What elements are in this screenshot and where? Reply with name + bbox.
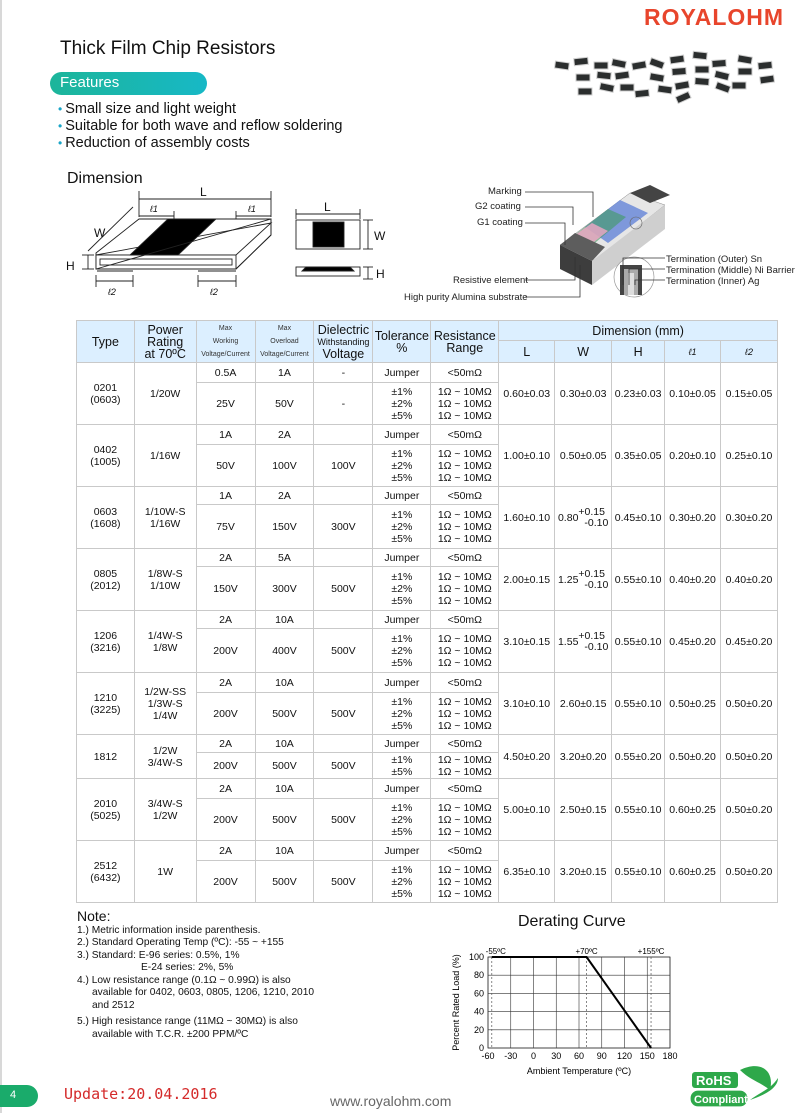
- cell-working-voltage: 75V: [196, 505, 255, 549]
- cell-jumper-overload: 10A: [255, 841, 314, 861]
- table-row: [77, 673, 778, 693]
- cell-jumper-range: <50mΩ: [431, 487, 499, 505]
- page-number: 4: [0, 1085, 38, 1107]
- cell-working-voltage: 200V: [196, 629, 255, 673]
- cell-dim-l1: 0.45±0.20: [665, 611, 721, 673]
- cell-dielectric-voltage: 500V: [314, 799, 373, 841]
- cell-power-rating: 1/16W: [134, 425, 196, 487]
- cell-overload-voltage: 50V: [255, 383, 314, 425]
- derating-chart: [445, 940, 685, 1080]
- cell-jumper-dielectric: [314, 425, 373, 445]
- header-max-working-voltage: Max Working Voltage/Current: [196, 321, 255, 363]
- note-item: available for 0402, 0603, 0805, 1206, 1210, 2010: [92, 987, 315, 998]
- svg-text:0: 0: [530, 1051, 537, 1061]
- cell-dim-W: 0.30±0.03: [555, 363, 612, 425]
- svg-text:150: 150: [639, 1051, 655, 1061]
- cell-dielectric-voltage: 500V: [314, 567, 373, 611]
- cell-overload-voltage: 500V: [255, 753, 314, 779]
- cell-resistance-range: 1Ω ~ 10MΩ 1Ω ~ 10MΩ 1Ω ~ 10MΩ: [431, 629, 499, 673]
- cell-jumper-overload: 10A: [255, 779, 314, 799]
- cell-power-rating: 1/10W-S 1/16W: [134, 487, 196, 549]
- page-title: Thick Film Chip Resistors: [60, 38, 276, 59]
- cell-jumper-range: <50mΩ: [431, 779, 499, 799]
- cell-dim-L: 3.10±0.10: [499, 673, 555, 735]
- cell-jumper-overload: 2A: [255, 425, 314, 445]
- cell-type: 1210 (3225): [77, 673, 135, 735]
- cell-dim-l1: 0.10±0.05: [665, 363, 721, 425]
- cell-dim-W: 0.50±0.05: [555, 425, 612, 487]
- cell-dim-L: 4.50±0.20: [499, 735, 555, 779]
- cell-jumper-dielectric: -: [314, 363, 373, 383]
- cell-jumper-tolerance: Jumper: [373, 363, 431, 383]
- cell-dim-l1: 0.60±0.25: [665, 841, 721, 903]
- dimension-drawing: [66, 185, 398, 300]
- cell-power-rating: 1/8W-S 1/10W: [134, 549, 196, 611]
- cell-jumper-working: 0.5A: [196, 363, 255, 383]
- svg-text:ℓ1: ℓ1: [248, 204, 256, 214]
- cell-tolerance: ±1% ±2% ±5%: [373, 505, 431, 549]
- table-row: [77, 841, 778, 861]
- cell-jumper-working: 2A: [196, 611, 255, 629]
- cell-overload-voltage: 300V: [255, 567, 314, 611]
- svg-text:40: 40: [473, 1006, 484, 1017]
- header-dim-l1: ℓ1: [665, 341, 721, 363]
- cell-type: 0603 (1608): [77, 487, 135, 549]
- header-tolerance: Tolerance %: [373, 321, 431, 363]
- svg-text:H: H: [376, 267, 385, 281]
- cell-resistance-range: 1Ω ~ 10MΩ 1Ω ~ 10MΩ 1Ω ~ 10MΩ: [431, 383, 499, 425]
- feature-text: Suitable for both wave and reflow soldering: [65, 118, 343, 134]
- cell-jumper-working: 2A: [196, 673, 255, 693]
- cell-type: 0402 (1005): [77, 425, 135, 487]
- cell-jumper-tolerance: Jumper: [373, 735, 431, 753]
- cell-tolerance: ±1% ±2% ±5%: [373, 383, 431, 425]
- cell-dim-l2: 0.15±0.05: [721, 363, 778, 425]
- cell-type: 2512 (6432): [77, 841, 135, 903]
- notes-section: [77, 910, 314, 1041]
- page-edge: [0, 0, 2, 1113]
- cell-resistance-range: 1Ω ~ 10MΩ 1Ω ~ 10MΩ 1Ω ~ 10MΩ: [431, 693, 499, 735]
- svg-text:+155ºC: +155ºC: [637, 947, 665, 956]
- svg-text:120: 120: [616, 1051, 633, 1061]
- note-item: 5.) High resistance range (11MΩ ~ 30MΩ) is also: [77, 1016, 298, 1027]
- cell-jumper-range: <50mΩ: [431, 841, 499, 861]
- cell-dielectric-voltage: 100V: [314, 445, 373, 487]
- cell-jumper-range: <50mΩ: [431, 425, 499, 445]
- svg-text:0: 0: [478, 1043, 484, 1053]
- cell-overload-voltage: 150V: [255, 505, 314, 549]
- cell-jumper-range: <50mΩ: [431, 735, 499, 753]
- cell-dim-L: 0.60±0.03: [499, 363, 555, 425]
- cell-jumper-tolerance: Jumper: [373, 425, 431, 445]
- cell-jumper-working: 2A: [196, 779, 255, 799]
- cell-tolerance: ±1% ±2% ±5%: [373, 629, 431, 673]
- features-heading: Features: [50, 72, 207, 95]
- header-type: Type: [77, 321, 135, 363]
- feature-text: Small size and light weight: [65, 101, 237, 117]
- dim-label-L: L: [200, 185, 207, 199]
- svg-text:W: W: [374, 229, 386, 243]
- cell-jumper-working: 2A: [196, 735, 255, 753]
- cell-power-rating: 1/20W: [134, 363, 196, 425]
- svg-text:30: 30: [551, 1051, 562, 1061]
- callout-alumina-substrate: High purity Alumina substrate: [404, 292, 528, 303]
- svg-text:180: 180: [662, 1051, 678, 1061]
- cell-dim-H: 0.55±0.10: [612, 841, 665, 903]
- notes-title: Note:: [77, 908, 111, 924]
- callout-termination-middle: Termination (Middle) Ni Barrier: [666, 265, 795, 276]
- header-max-overload-voltage: Max Overload Voltage/Current: [255, 321, 314, 363]
- cell-tolerance: ±1% ±2% ±5%: [373, 567, 431, 611]
- rohs-badge: [690, 1060, 780, 1115]
- header-dim-W: W: [555, 341, 612, 363]
- cell-type: 1206 (3216): [77, 611, 135, 673]
- cell-type: 0805 (2012): [77, 549, 135, 611]
- cell-dim-l1: 0.30±0.20: [665, 487, 721, 549]
- svg-text:100: 100: [468, 952, 484, 962]
- cell-dim-W: 1.55 +0.15 -0.10: [555, 611, 612, 673]
- cell-dim-W: 1.25 +0.15 -0.10: [555, 549, 612, 611]
- cell-working-voltage: 50V: [196, 445, 255, 487]
- cell-dim-L: 2.00±0.15: [499, 549, 555, 611]
- callout-marking: Marking: [488, 186, 522, 197]
- cell-dim-L: 3.10±0.15: [499, 611, 555, 673]
- cell-resistance-range: 1Ω ~ 10MΩ 1Ω ~ 10MΩ: [431, 753, 499, 779]
- cell-dim-W: 0.80 +0.15 -0.10: [555, 487, 612, 549]
- cell-dim-H: 0.55±0.20: [612, 735, 665, 779]
- svg-text:ℓ1: ℓ1: [150, 204, 158, 214]
- cell-dim-W: 2.60±0.15: [555, 673, 612, 735]
- cell-jumper-overload: 10A: [255, 673, 314, 693]
- header-dimension: Dimension (mm): [499, 321, 778, 341]
- specification-table: [76, 320, 778, 903]
- cell-overload-voltage: 100V: [255, 445, 314, 487]
- svg-text:L: L: [324, 200, 331, 214]
- cell-power-rating: 1/4W-S 1/8W: [134, 611, 196, 673]
- cell-jumper-working: 1A: [196, 487, 255, 505]
- svg-text:Percent Rated Load (%): Percent Rated Load (%): [451, 954, 461, 1051]
- resistor-chips-image: [550, 50, 795, 105]
- cell-dim-H: 0.55±0.10: [612, 549, 665, 611]
- table-row: [77, 363, 778, 383]
- feature-item: [58, 101, 342, 118]
- cell-dim-l1: 0.50±0.25: [665, 673, 721, 735]
- cell-overload-voltage: 400V: [255, 629, 314, 673]
- cell-type: 0201 (0603): [77, 363, 135, 425]
- note-item: 3.) Standard: E-96 series: 0.5%, 1%: [77, 949, 240, 961]
- callout-termination-outer: Termination (Outer) Sn: [666, 254, 763, 265]
- table-row: [77, 735, 778, 753]
- feature-text: Reduction of assembly costs: [65, 135, 250, 151]
- cell-dim-l2: 0.50±0.20: [721, 841, 778, 903]
- cell-power-rating: 1W: [134, 841, 196, 903]
- cell-overload-voltage: 500V: [255, 861, 314, 903]
- cell-jumper-tolerance: Jumper: [373, 611, 431, 629]
- cell-tolerance: ±1% ±2% ±5%: [373, 445, 431, 487]
- cell-tolerance: ±1% ±2% ±5%: [373, 861, 431, 903]
- svg-text:60: 60: [473, 988, 484, 999]
- note-item: 4.) Low resistance range (0.1Ω ~ 0.99Ω) is also: [77, 974, 291, 986]
- cell-jumper-tolerance: Jumper: [373, 779, 431, 799]
- features-list: [58, 101, 342, 152]
- cell-dim-L: 5.00±0.10: [499, 779, 555, 841]
- cell-working-voltage: 200V: [196, 753, 255, 779]
- cell-jumper-working: 1A: [196, 425, 255, 445]
- cell-working-voltage: 200V: [196, 693, 255, 735]
- cell-jumper-dielectric: [314, 549, 373, 567]
- cell-resistance-range: 1Ω ~ 10MΩ 1Ω ~ 10MΩ 1Ω ~ 10MΩ: [431, 445, 499, 487]
- cell-jumper-range: <50mΩ: [431, 611, 499, 629]
- header-dim-H: H: [612, 341, 665, 363]
- cell-jumper-tolerance: Jumper: [373, 673, 431, 693]
- cell-jumper-tolerance: Jumper: [373, 487, 431, 505]
- cell-jumper-dielectric: [314, 673, 373, 693]
- callout-resistive-element: Resistive element: [453, 275, 528, 286]
- cell-dim-l2: 0.40±0.20: [721, 549, 778, 611]
- cell-jumper-overload: 10A: [255, 735, 314, 753]
- cell-working-voltage: 200V: [196, 861, 255, 903]
- cell-dim-l1: 0.60±0.25: [665, 779, 721, 841]
- cell-dim-L: 6.35±0.10: [499, 841, 555, 903]
- cell-dim-L: 1.00±0.10: [499, 425, 555, 487]
- brand-logo: ROYALOHM: [644, 4, 785, 30]
- cell-dielectric-voltage: 500V: [314, 753, 373, 779]
- cell-jumper-range: <50mΩ: [431, 363, 499, 383]
- cell-jumper-overload: 2A: [255, 487, 314, 505]
- cell-overload-voltage: 500V: [255, 799, 314, 841]
- svg-text:RoHS: RoHS: [696, 1073, 732, 1088]
- header-power-rating: Power Rating at 70ºC: [134, 321, 196, 363]
- cell-dim-l2: 0.45±0.20: [721, 611, 778, 673]
- svg-text:80: 80: [473, 970, 484, 981]
- svg-text:20: 20: [473, 1024, 484, 1035]
- header-dim-L: L: [499, 341, 555, 363]
- svg-text:Ambient Temperature (ºC): Ambient Temperature (ºC): [526, 1066, 632, 1076]
- svg-text:Compliant: Compliant: [694, 1094, 748, 1106]
- cell-overload-voltage: 500V: [255, 693, 314, 735]
- cell-dim-H: 0.45±0.10: [612, 487, 665, 549]
- table-row: [77, 549, 778, 567]
- cell-dim-W: 2.50±0.15: [555, 779, 612, 841]
- website-link[interactable]: www.royalohm.com: [330, 1093, 452, 1109]
- note-item: and 2512: [92, 999, 135, 1011]
- cell-dielectric-voltage: 500V: [314, 693, 373, 735]
- cell-dim-L: 1.60±0.10: [499, 487, 555, 549]
- cell-working-voltage: 150V: [196, 567, 255, 611]
- termination-callout-lines: [620, 255, 670, 290]
- svg-text:-55ºC: -55ºC: [485, 947, 506, 956]
- cell-power-rating: 1/2W 3/4W-S: [134, 735, 196, 779]
- cell-jumper-tolerance: Jumper: [373, 841, 431, 861]
- cell-dielectric-voltage: 300V: [314, 505, 373, 549]
- feature-item: [58, 135, 342, 152]
- cell-jumper-range: <50mΩ: [431, 549, 499, 567]
- cell-dim-l1: 0.40±0.20: [665, 549, 721, 611]
- cell-dim-H: 0.55±0.10: [612, 611, 665, 673]
- cell-jumper-working: 2A: [196, 841, 255, 861]
- svg-text:W: W: [94, 226, 106, 240]
- leaf-icon: [690, 1060, 780, 1110]
- cell-dielectric-voltage: 500V: [314, 861, 373, 903]
- cell-dim-l1: 0.50±0.20: [665, 735, 721, 779]
- update-date: Update:20.04.2016: [64, 1085, 218, 1103]
- note-item: E-24 series: 2%, 5%: [141, 962, 234, 973]
- svg-text:-60: -60: [481, 1051, 495, 1061]
- note-item: 2.) Standard Operating Temp (ºC): -55 ~ +155: [77, 937, 284, 948]
- cell-jumper-dielectric: [314, 841, 373, 861]
- cell-jumper-overload: 5A: [255, 549, 314, 567]
- table-row: [77, 487, 778, 505]
- note-item: 1.) Metric information inside parenthesis.: [77, 924, 261, 936]
- cell-dim-H: 0.23±0.03: [612, 363, 665, 425]
- cell-dim-l2: 0.50±0.20: [721, 779, 778, 841]
- cell-resistance-range: 1Ω ~ 10MΩ 1Ω ~ 10MΩ 1Ω ~ 10MΩ: [431, 505, 499, 549]
- cell-jumper-overload: 1A: [255, 363, 314, 383]
- cell-dim-H: 0.55±0.10: [612, 673, 665, 735]
- cell-dim-l2: 0.30±0.20: [721, 487, 778, 549]
- cell-dim-H: 0.55±0.10: [612, 779, 665, 841]
- cell-dielectric-voltage: 500V: [314, 629, 373, 673]
- cell-power-rating: 1/2W-SS 1/3W-S 1/4W: [134, 673, 196, 735]
- cell-tolerance: ±1% ±2% ±5%: [373, 799, 431, 841]
- cell-jumper-working: 2A: [196, 549, 255, 567]
- cell-dim-l2: 0.50±0.20: [721, 735, 778, 779]
- cell-power-rating: 3/4W-S 1/2W: [134, 779, 196, 841]
- cell-jumper-dielectric: [314, 611, 373, 629]
- cell-jumper-range: <50mΩ: [431, 673, 499, 693]
- cell-working-voltage: 25V: [196, 383, 255, 425]
- cell-resistance-range: 1Ω ~ 10MΩ 1Ω ~ 10MΩ 1Ω ~ 10MΩ: [431, 861, 499, 903]
- cell-type: 2010 (5025): [77, 779, 135, 841]
- dimension-heading: Dimension: [67, 170, 143, 187]
- callout-g1-coating: G1 coating: [477, 217, 523, 228]
- cell-dielectric-voltage: -: [314, 383, 373, 425]
- cell-jumper-dielectric: [314, 735, 373, 753]
- cell-dim-W: 3.20±0.15: [555, 841, 612, 903]
- cell-dim-l2: 0.25±0.10: [721, 425, 778, 487]
- feature-item: [58, 118, 342, 135]
- cell-jumper-tolerance: Jumper: [373, 549, 431, 567]
- cell-resistance-range: 1Ω ~ 10MΩ 1Ω ~ 10MΩ 1Ω ~ 10MΩ: [431, 799, 499, 841]
- svg-text:+70ºC: +70ºC: [575, 947, 598, 956]
- callout-termination-inner: Termination (Inner) Ag: [666, 276, 760, 287]
- svg-text:60: 60: [573, 1051, 585, 1061]
- cell-jumper-dielectric: [314, 487, 373, 505]
- svg-text:-30: -30: [504, 1051, 518, 1061]
- svg-text:90: 90: [596, 1051, 607, 1061]
- callout-g2-coating: G2 coating: [475, 201, 521, 212]
- cell-resistance-range: 1Ω ~ 10MΩ 1Ω ~ 10MΩ 1Ω ~ 10MΩ: [431, 567, 499, 611]
- chart-title: Derating Curve: [518, 913, 626, 930]
- header-resistance-range: Resistance Range: [431, 321, 499, 363]
- cell-working-voltage: 200V: [196, 799, 255, 841]
- header-dim-l2: ℓ2: [721, 341, 778, 363]
- cell-jumper-dielectric: [314, 779, 373, 799]
- cell-dim-l2: 0.50±0.20: [721, 673, 778, 735]
- cell-tolerance: ±1% ±2% ±5%: [373, 693, 431, 735]
- table-row: [77, 611, 778, 629]
- table-row: [77, 779, 778, 799]
- svg-text:H: H: [66, 259, 75, 273]
- cell-dim-W: 3.20±0.20: [555, 735, 612, 779]
- header-dielectric-voltage: Dielectric Withstanding Voltage: [314, 321, 373, 363]
- svg-text:ℓ2: ℓ2: [108, 287, 116, 297]
- cell-tolerance: ±1% ±5%: [373, 753, 431, 779]
- cell-dim-H: 0.35±0.05: [612, 425, 665, 487]
- cell-type: 1812: [77, 735, 135, 779]
- table-row: [77, 425, 778, 445]
- cell-jumper-overload: 10A: [255, 611, 314, 629]
- cell-dim-l1: 0.20±0.10: [665, 425, 721, 487]
- note-item: available with T.C.R. ±200 PPM/ºC: [92, 1028, 249, 1040]
- svg-text:ℓ2: ℓ2: [210, 287, 218, 297]
